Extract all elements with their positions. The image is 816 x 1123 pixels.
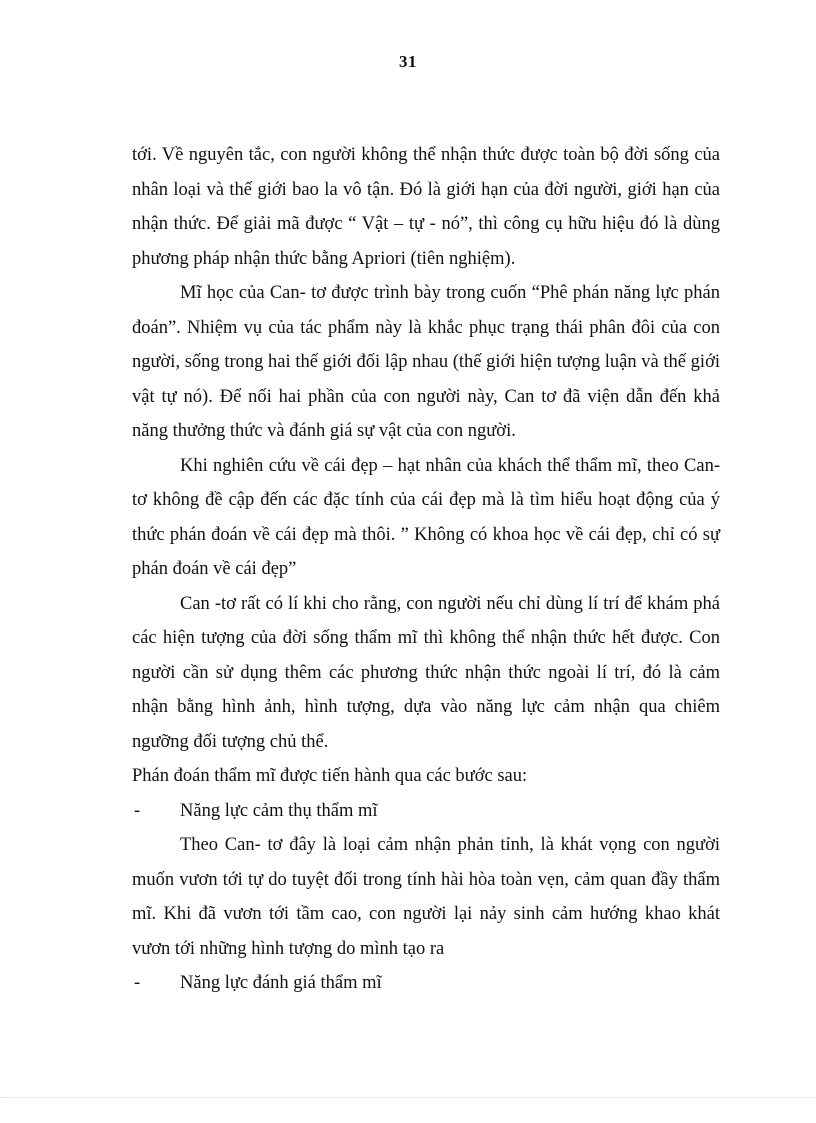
- paragraph-beauty-research: Khi nghiên cứu về cái đẹp – hạt nhân của khách thể thẩm mĩ, theo Can- tơ không đề cập đến các đặc tính của cái đẹp mà là tìm hiểu hoạt động của ý thức phán đoán về cái đẹp mà thôi. ” Không có khoa học về cái đẹp, chỉ có sự phán đoán về cái đẹp”: [132, 455, 720, 579]
- paragraph-continuation: tới. Về nguyên tắc, con người không thể nhận thức được toàn bộ đời sống của nhân loại và thế giới bao la vô tận. Đó là giới hạn của đời người, giới hạn của nhận thức. Để giải mã được “ Vật – tự - nó”, thì công cụ hữu hiệu đó là dùng phương pháp nhận thức bằng Apriori (tiên nghiệm).: [132, 145, 720, 269]
- list-item-label: Năng lực đánh giá thẩm mĩ: [180, 973, 382, 993]
- list-item-perception: [132, 794, 720, 829]
- list-dash: -: [134, 973, 141, 993]
- page-bottom-divider: [0, 1097, 816, 1098]
- paragraph-judgment-steps: Phán đoán thẩm mĩ được tiến hành qua các bước sau:: [132, 766, 528, 786]
- paragraph-reason-limits: Can -tơ rất có lí khi cho rằng, con người nếu chỉ dùng lí trí để khám phá các hiện tượng của đời sống thẩm mĩ thì không thể nhận thức hết được. Con người cần sử dụng thêm các phương thức nhận thức ngoài lí trí, đó là cảm nhận bằng hình ảnh, hình tượng, dựa vào năng lực cảm nhận qua chiêm ngưỡng đối tượng chủ thể.: [132, 593, 720, 752]
- list-item-label: Năng lực cảm thụ thẩm mĩ: [180, 800, 378, 821]
- list-item-evaluation: [132, 966, 720, 1001]
- paragraph-kant-aesthetics: Mĩ học của Can- tơ được trình bày trong cuốn “Phê phán năng lực phán đoán”. Nhiệm vụ của tác phẩm này là khắc phục trạng thái phân đôi của con người, sống trong hai thế giới đối lập nhau (thế giới hiện tượng luận và thế giới vật tự nó). Để nối hai phần của con người này, Can tơ đã viện dẫn đến khả năng thưởng thức và đánh giá sự vật của con người.: [132, 283, 720, 441]
- list-dash: -: [134, 800, 141, 821]
- paragraph-reflective-perception: Theo Can- tơ đây là loại cảm nhận phản tỉnh, là khát vọng con người muốn vươn tới tự do tuyệt đối trong tính hài hòa toàn vẹn, cảm quan đầy thẩm mĩ. Khi đã vươn tới tầm cao, con người lại nảy sinh cảm hướng khao khát vươn tới những hình tượng do mình tạo ra: [132, 835, 720, 959]
- page-number: 31: [399, 52, 417, 71]
- page-body: [132, 138, 720, 1001]
